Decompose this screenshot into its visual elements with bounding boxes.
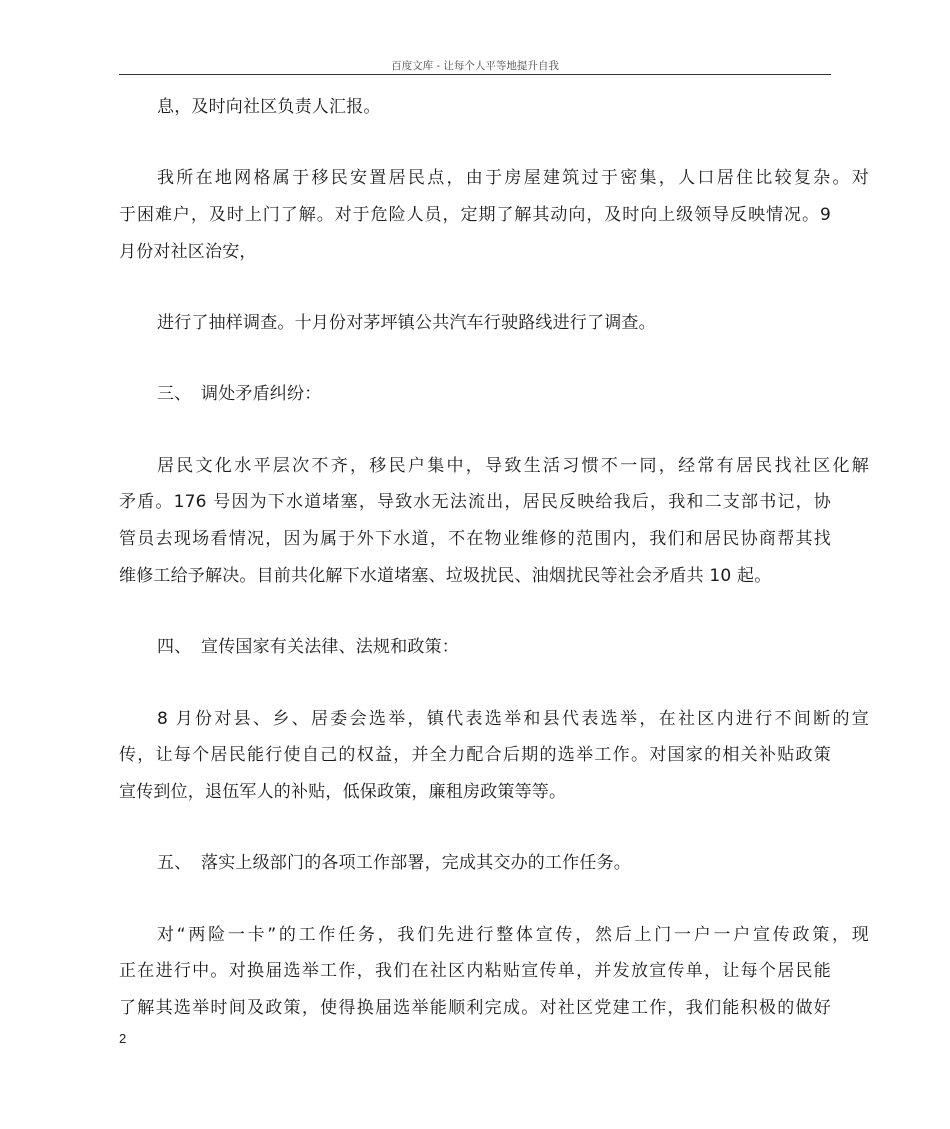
section-number: 三、	[157, 384, 192, 404]
text-line: 正在进行中。对换届选举工作，我们在社区内粘贴宣传单，并发放宣传单，让每个居民能	[119, 961, 831, 981]
text-line: 息，及时向社区负责人汇报。	[157, 97, 381, 117]
text-line: 居民文化水平层次不齐，移民户集中，导致生活习惯不一同，经常有居民找社区化解	[157, 456, 869, 476]
text-line: 矛盾。176 号因为下水道堵塞，导致水无法流出，居民反映给我后，我和二支部书记，协	[119, 492, 831, 512]
section-title: 落实上级部门的各项工作部署，完成其交办的工作任务。	[201, 853, 631, 873]
section-heading-4	[119, 635, 869, 659]
section-title: 调处矛盾纠纷：	[201, 384, 322, 404]
text-line: 于困难户，及时上门了解。对于危险人员，定期了解其动向，及时向上级领导反映情况。9	[119, 205, 831, 225]
page-header: 百度文库 - 让每个人平等地提升自我	[119, 60, 831, 75]
page-number: 2	[119, 1031, 127, 1046]
text-line: 传，让每个居民能行使自己的权益，并全力配合后期的选举工作。对国家的相关补贴政策	[119, 745, 831, 765]
section-number: 四、	[157, 637, 192, 657]
text-line: 维修工给予解决。目前共化解下水道堵塞、垃圾扰民、油烟扰民等社会矛盾共 10 起。	[119, 566, 772, 586]
section-heading-5	[119, 851, 869, 875]
section-number: 五、	[157, 853, 192, 873]
section-title: 宣传国家有关法律、法规和政策：	[201, 637, 459, 657]
text-line: 我所在地网格属于移民安置居民点，由于房屋建筑过于密集，人口居住比较复杂。对	[157, 168, 869, 188]
text-line: 了解其选举时间及政策，使得换届选举能顺利完成。对社区党建工作，我们能积极的做好	[119, 998, 831, 1018]
text-line: 月份对社区治安，	[119, 242, 257, 262]
text-line: 宣传到位，退伍军人的补贴，低保政策，廉租房政策等等。	[119, 782, 567, 802]
text-line: 进行了抽样调查。十月份对茅坪镇公共汽车行驶路线进行了调查。	[157, 313, 656, 333]
text-line: 管员去现场看情况，因为属于外下水道，不在物业维修的范围内，我们和居民协商帮其找	[119, 529, 831, 549]
section-heading-3	[119, 382, 869, 406]
text-line: 对“两险一卡”的工作任务，我们先进行整体宣传，然后上门一户一户宣传政策，现	[157, 925, 869, 945]
text-line: 8 月份对县、乡、居委会选举，镇代表选举和县代表选举，在社区内进行不间断的宣	[157, 709, 869, 729]
